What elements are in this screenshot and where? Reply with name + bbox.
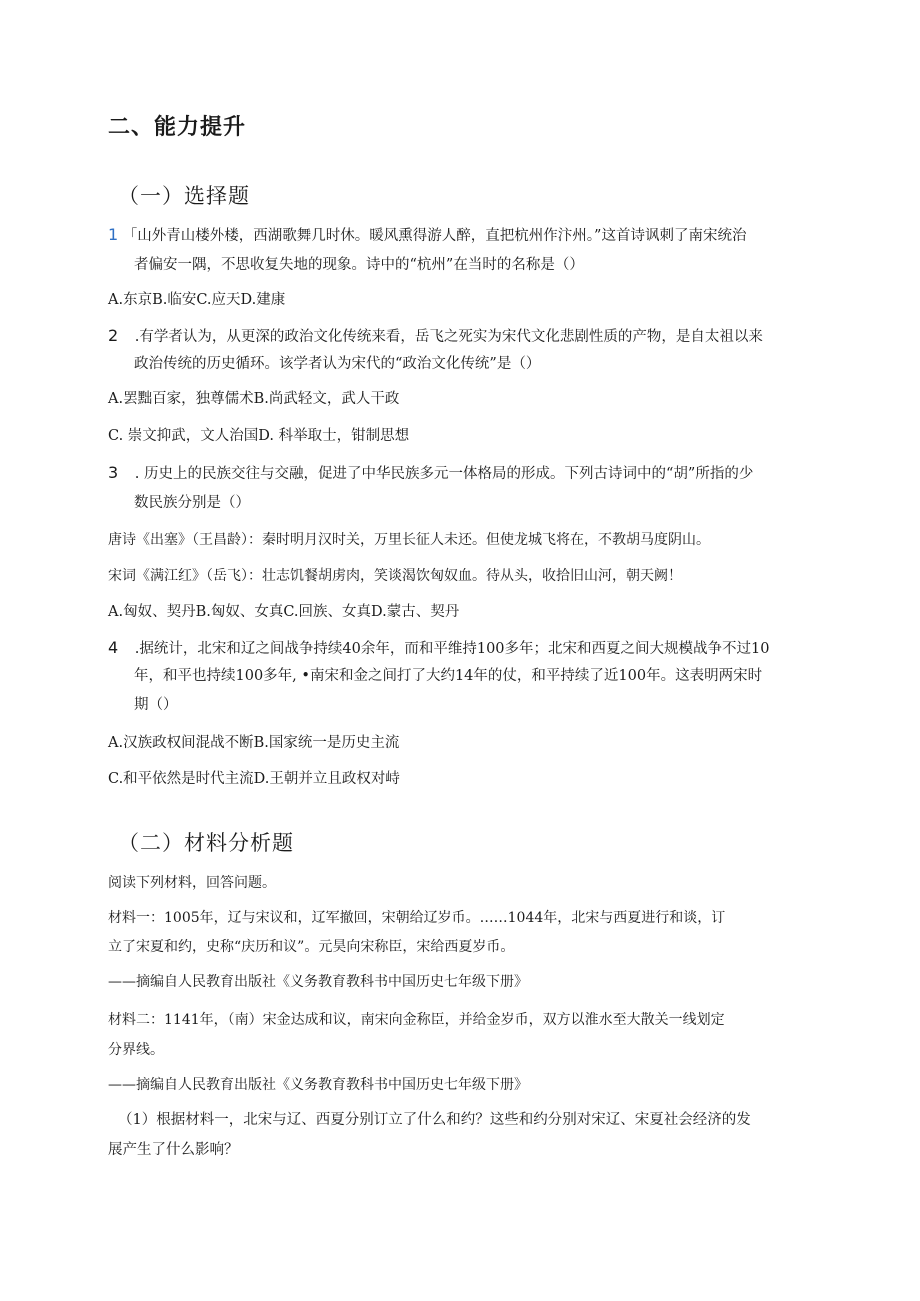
question-3-line-2: 数民族分别是（） [134, 495, 250, 511]
question-3-number: 3 [108, 463, 119, 482]
question-4-line-2: 年，和平也持续100多年, •南宋和金之间打了大约14年的仗，和平持续了近100年。这表明两宋时 [134, 668, 763, 684]
question-2-text-1: .有学者认为，从更深的政治文化传统来看，岳飞之死实为宋代文化悲剧性质的产物，是自太祖以来 [134, 329, 763, 345]
material-2-source: ——摘编自人民教育出版社《义务教育教科书中国历史七年级下册》 [108, 1077, 528, 1093]
question-3-options: A.匈奴、契丹B.匈奴、女真C.回族、女真D.蒙古、契丹 [108, 604, 460, 620]
material-2-line-1: 材料二：1141年，（南）宋金达成和议，南宋向金称臣，并给金岁币，双方以淮水至大散关一线划定 [108, 1012, 725, 1028]
sub-question-1-line-2: 展产生了什么影响？ [108, 1142, 239, 1158]
question-3-poem-1: 唐诗《出塞》（王昌龄）：秦时明月汉时关，万里长征人未还。但使龙城飞将在，不教胡马度阴山。 [108, 532, 710, 548]
question-2-number: 2 [108, 326, 119, 345]
part1-title: （一）选择题 [118, 184, 250, 208]
material-1-source: ——摘编自人民教育出版社《义务教育教科书中国历史七年级下册》 [108, 974, 528, 990]
question-4-number: 4 [108, 638, 119, 657]
question-2-options-2: C. 崇文抑武，文人治国D. 科举取士，钳制思想 [108, 428, 410, 444]
material-1-line-2: 立了宋夏和约，史称“庆历和议”。元昊向宋称臣，宋给西夏岁币。 [108, 939, 515, 955]
question-4-options-1: A.汉族政权间混战不断B.国家统一是历史主流 [108, 735, 400, 751]
material-2-line-2: 分界线。 [108, 1042, 164, 1058]
question-1-options: A.东京B.临安C.应天D.建康 [108, 292, 286, 308]
question-4-line-1 [108, 638, 769, 659]
question-2-options-1: A.罢黜百家，独尊儒术B.尚武轻文，武人干政 [108, 391, 400, 407]
section-title: 二、能力提升 [108, 115, 247, 140]
question-1-line-1 [108, 225, 746, 246]
question-4-text-1: .据统计，北宋和辽之间战争持续40余年，而和平维持100多年；北宋和西夏之间大规模战争不过10 [134, 641, 770, 657]
material-1-line-1: 材料一：1005年，辽与宋议和，辽军撤回，宋朝给辽岁币。……1044年，北宋与西夏进行和谈，订 [108, 910, 726, 926]
part2-intro: 阅读下列材料，回答问题。 [108, 875, 276, 891]
question-1-line-2: 者偏安一隅，不思收复失地的现象。诗中的“杭州”在当时的名称是（） [134, 257, 584, 273]
question-3-poem-2: 宋词《满江红》（岳飞）：壮志饥餐胡虏肉，笑谈渴饮匈奴血。待从头，收拾旧山河，朝天阙！ [108, 568, 682, 584]
question-4-options-2: C.和平依然是时代主流D.王朝并立且政权对峙 [108, 771, 400, 787]
question-1-number: 1 [108, 225, 119, 244]
part2-title: （二）材料分析题 [118, 831, 294, 855]
sub-question-1-line-1: （1）根据材料一，北宋与辽、西夏分别订立了什么和约？这些和约分别对宋辽、宋夏社会经济的发 [118, 1112, 751, 1128]
question-1-text-1: 「山外青山楼外楼，西湖歌舞几时休。暖风熏得游人醉，直把杭州作汴州。”这首诗讽刺了南宋统治 [122, 228, 747, 244]
question-4-line-3: 期（） [134, 697, 178, 713]
question-2-line-1 [108, 326, 763, 347]
question-3-text-1: . 历史上的民族交往与交融，促进了中华民族多元一体格局的形成。下列古诗词中的“胡”所指的少 [134, 466, 754, 482]
question-3-line-1 [108, 463, 753, 484]
question-2-line-2: 政治传统的历史循环。该学者认为宋代的“政治文化传统”是（） [134, 356, 541, 372]
